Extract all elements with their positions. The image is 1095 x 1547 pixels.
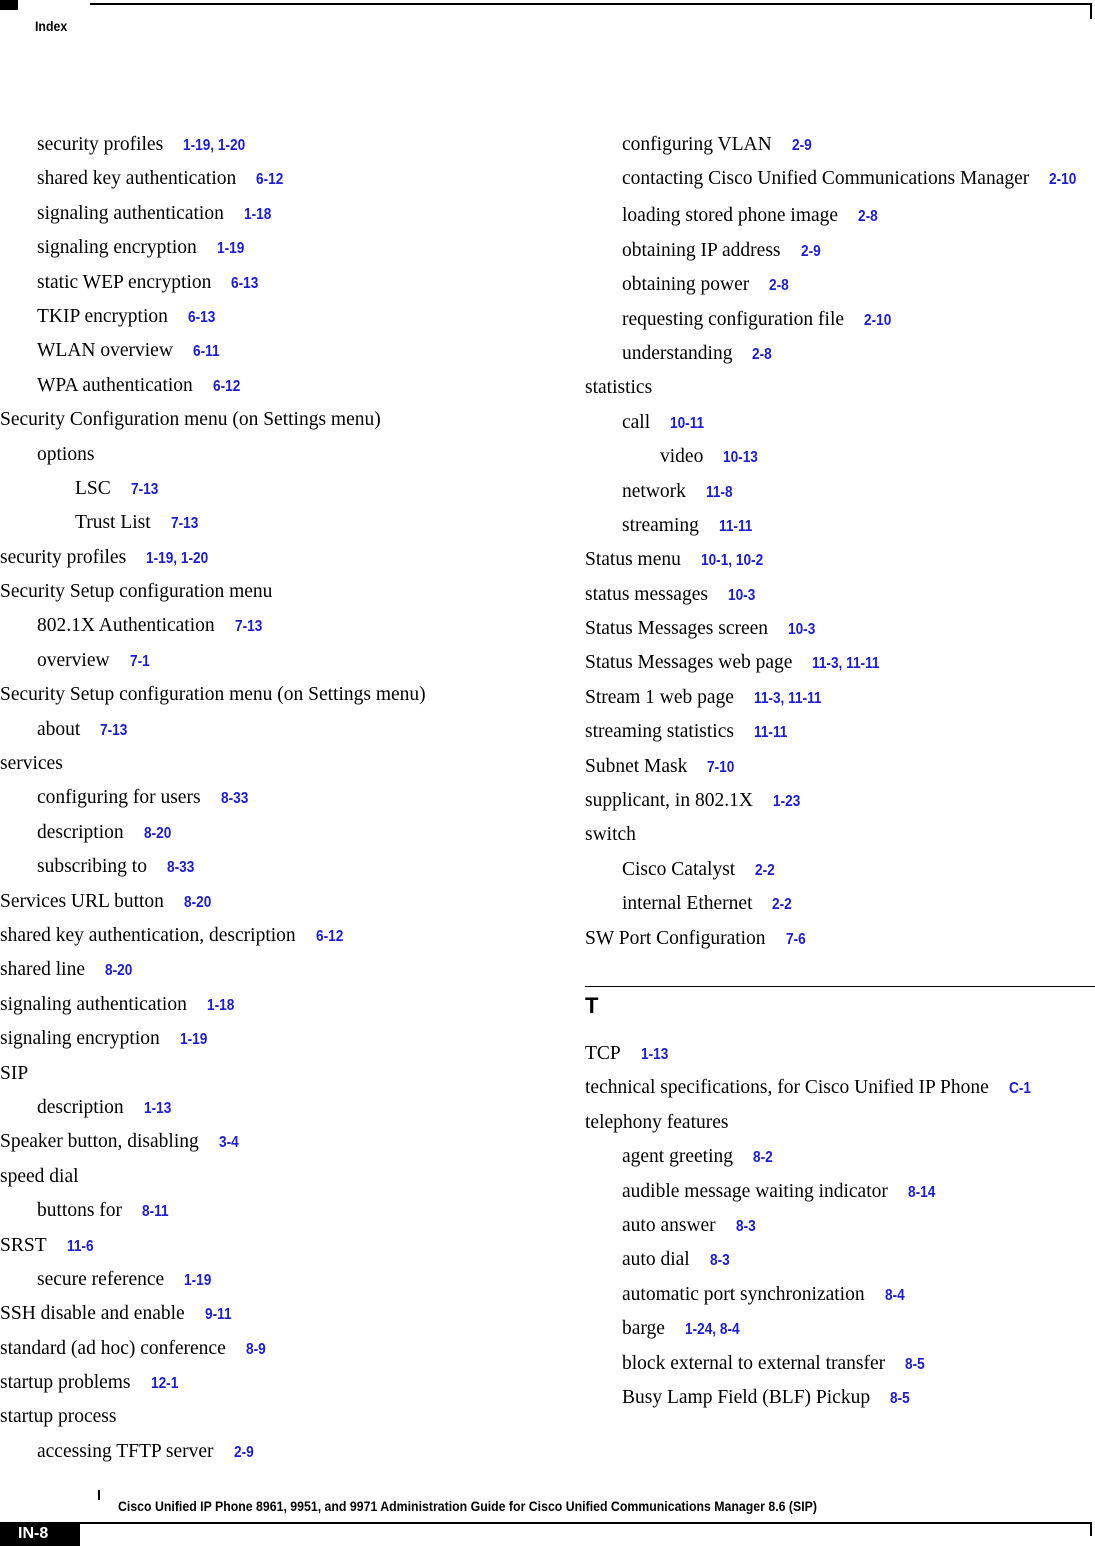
index-term: Busy Lamp Field (BLF) Pickup — [622, 1386, 871, 1408]
index-term: loading stored phone image — [622, 205, 839, 227]
index-term: Security Configuration menu (on Settings menu) — [0, 409, 381, 431]
index-term: statistics — [585, 377, 653, 399]
page-reference-link[interactable]: 8-33 — [220, 790, 248, 808]
section-letter: T — [585, 992, 599, 1018]
index-entry — [0, 953, 545, 987]
index-entry — [0, 231, 545, 265]
index-term: Status Messages web page — [585, 652, 793, 674]
index-entry — [585, 543, 1095, 577]
index-term: services — [0, 753, 63, 775]
index-entry — [0, 919, 545, 953]
index-term: technical specifications, for Cisco Unified IP Phone — [585, 1077, 989, 1099]
index-entry — [0, 1022, 545, 1056]
index-entry — [585, 715, 1095, 749]
page-reference-link[interactable]: 8-9 — [245, 1340, 266, 1358]
index-term: SW Port Configuration — [585, 927, 766, 949]
page-reference-link[interactable]: 3-4 — [218, 1134, 239, 1152]
index-term: requesting configuration file — [622, 308, 845, 330]
page-reference-link[interactable]: 1-19 — [184, 1271, 212, 1289]
index-term: overview — [37, 649, 110, 671]
index-term: telephony features — [585, 1111, 729, 1133]
index-term: switch — [585, 824, 636, 846]
page-reference-link[interactable]: 8-4 — [884, 1286, 905, 1304]
index-entry — [585, 578, 1095, 612]
page-reference-link[interactable]: 7-10 — [707, 758, 735, 776]
index-term: signaling authentication — [0, 993, 187, 1015]
index-entry — [0, 644, 545, 678]
section-header-t — [585, 986, 1095, 1037]
index-term: Subnet Mask — [585, 755, 688, 777]
index-entry — [585, 681, 1095, 715]
page-reference-link[interactable]: 10-1, 10-2 — [700, 552, 764, 570]
index-term: signaling authentication — [37, 202, 224, 224]
index-entry — [0, 781, 545, 815]
index-entry — [0, 334, 545, 368]
index-entry — [585, 1312, 1095, 1346]
page-reference-link[interactable]: 8-5 — [890, 1389, 910, 1407]
index-entry — [0, 678, 545, 712]
index-entry — [0, 1160, 545, 1194]
index-entry — [0, 1057, 545, 1091]
index-entry — [0, 197, 545, 231]
index-entry — [0, 885, 545, 919]
page-reference-link[interactable]: 8-33 — [166, 859, 195, 877]
index-term: shared line — [0, 959, 86, 981]
footer-title: Cisco Unified IP Phone 8961, 9951, and 9971 Administration Guide for Cisco Unified Communications Manager 8.6 (SIP) — [118, 1498, 817, 1514]
index-entry — [0, 506, 545, 540]
index-entry — [0, 1297, 545, 1331]
index-term: call — [622, 411, 651, 433]
index-entry — [585, 750, 1095, 784]
index-term: audible message waiting indicator — [622, 1180, 888, 1202]
index-term: Status Messages screen — [585, 618, 769, 640]
index-term: Speaker button, disabling — [0, 1131, 199, 1153]
index-term: LSC — [75, 477, 111, 499]
index-term: status messages — [585, 583, 708, 605]
index-entry — [585, 440, 1095, 474]
index-entry — [585, 1106, 1095, 1140]
index-term: Stream 1 web page — [585, 686, 734, 708]
index-term: Status menu — [585, 549, 681, 571]
page-reference-link[interactable]: 7-13 — [100, 721, 128, 739]
index-term: block external to external transfer — [622, 1352, 886, 1374]
index-entry — [0, 1125, 545, 1159]
index-entry — [0, 1194, 545, 1228]
index-term: Security Setup configuration menu (on Settings menu) — [0, 684, 426, 706]
index-term: SIP — [0, 1062, 29, 1084]
page-reference-link[interactable]: 10-3 — [727, 586, 756, 604]
index-term: internal Ethernet — [622, 893, 753, 915]
index-term: network — [622, 480, 686, 502]
index-term: contacting Cisco Unified Communications Manager — [622, 168, 1030, 190]
index-term: security profiles — [0, 546, 127, 568]
index-entry — [585, 475, 1095, 509]
index-entry — [585, 784, 1095, 818]
index-term: automatic port synchronization — [622, 1283, 865, 1305]
index-entry — [0, 988, 545, 1022]
index-term: description — [37, 821, 124, 843]
page-reference-link[interactable]: 7-6 — [785, 930, 806, 948]
page-reference-link[interactable]: 11-11 — [753, 724, 788, 742]
index-term: Security Setup configuration menu — [0, 581, 273, 603]
index-term: Cisco Catalyst — [622, 858, 736, 880]
index-entry — [585, 128, 1095, 162]
index-entry — [585, 887, 1095, 921]
index-term: description — [37, 1096, 124, 1118]
index-entry — [0, 1091, 545, 1125]
index-term: streaming statistics — [585, 721, 734, 743]
index-term: shared key authentication — [37, 168, 237, 190]
index-term: WLAN overview — [37, 340, 173, 362]
index-entry — [585, 199, 1095, 233]
page-reference-link[interactable]: 1-18 — [206, 996, 235, 1014]
page-reference-link[interactable]: 1-19, 1-20 — [183, 137, 246, 154]
page-reference-link[interactable]: 6-11 — [192, 343, 220, 361]
index-entry — [585, 646, 1095, 680]
page-reference-link[interactable]: 9-11 — [204, 1306, 232, 1324]
page-reference-link[interactable]: 10-3 — [788, 621, 816, 639]
page-reference-link[interactable]: 2-9 — [791, 137, 812, 154]
index-entry — [585, 1243, 1095, 1277]
header-rule — [90, 3, 1092, 19]
page-reference-link[interactable]: 8-20 — [143, 824, 171, 842]
index-entry — [585, 234, 1095, 268]
index-term: auto dial — [622, 1249, 690, 1271]
index-term: understanding — [622, 342, 733, 364]
index-term: Services URL button — [0, 890, 164, 912]
index-entry — [585, 818, 1095, 852]
index-entry — [0, 816, 545, 850]
index-term: secure reference — [37, 1268, 165, 1290]
page-reference-link[interactable]: 11-8 — [705, 483, 733, 501]
index-entry — [0, 300, 545, 334]
page-reference-link[interactable]: 8-20 — [105, 962, 133, 980]
index-term: static WEP encryption — [37, 271, 212, 293]
index-entry — [585, 1037, 1095, 1071]
page-reference-link[interactable]: 7-13 — [234, 618, 262, 636]
page-reference-link[interactable]: 1-19 — [179, 1031, 208, 1049]
page-reference-link[interactable]: 8-11 — [142, 1203, 169, 1221]
page-reference-link[interactable]: 1-19, 1-20 — [146, 549, 209, 567]
page-reference-link[interactable]: 2-2 — [772, 896, 793, 914]
page-reference-link[interactable]: 6-13 — [187, 308, 216, 326]
index-entry — [0, 541, 545, 575]
index-entry — [585, 1347, 1095, 1381]
header-marker — [0, 0, 18, 10]
page-reference-link[interactable]: 6-12 — [256, 171, 284, 189]
index-term: agent greeting — [622, 1146, 733, 1168]
index-term: options — [37, 443, 95, 465]
index-entry — [585, 1175, 1095, 1209]
page-reference-link[interactable]: 11-6 — [66, 1237, 94, 1255]
index-entry — [585, 337, 1095, 371]
index-term: configuring for users — [37, 787, 201, 809]
index-term: startup problems — [0, 1372, 131, 1394]
index-term: Trust List — [75, 512, 151, 534]
page-reference-link[interactable]: 7-1 — [129, 652, 150, 670]
footer-tick-right — [1090, 1522, 1092, 1536]
page-reference-link[interactable]: 2-8 — [752, 345, 773, 363]
page-reference-link[interactable]: 1-13 — [143, 1099, 171, 1117]
page-reference-link[interactable]: 6-12 — [212, 377, 241, 395]
index-term: speed dial — [0, 1165, 79, 1187]
index-entry — [0, 1366, 545, 1400]
index-entry — [0, 128, 545, 162]
index-term: buttons for — [37, 1200, 123, 1222]
index-term: TCP — [585, 1042, 621, 1064]
page-reference-link[interactable]: 8-20 — [183, 893, 212, 911]
page-reference-link[interactable]: 1-13 — [640, 1045, 669, 1063]
index-column-left — [0, 128, 545, 1469]
page-reference-link[interactable]: 2-9 — [800, 242, 821, 260]
index-term: accessing TFTP server — [37, 1440, 214, 1462]
index-term: security profiles — [37, 134, 164, 155]
page-reference-link[interactable]: 2-2 — [755, 861, 775, 879]
index-entry — [0, 609, 545, 643]
index-term: shared key authentication, description — [0, 924, 296, 946]
index-term: streaming — [622, 514, 699, 536]
index-entry — [585, 853, 1095, 887]
index-entry — [0, 162, 545, 196]
page-reference-link[interactable]: 2-10 — [864, 311, 892, 329]
index-term: 802.1X Authentication — [37, 615, 215, 637]
page-reference-link[interactable]: 8-3 — [709, 1252, 730, 1270]
index-entry — [0, 1229, 545, 1263]
page-reference-link[interactable]: 10-13 — [723, 449, 759, 467]
index-term: subscribing to — [37, 856, 147, 878]
page-reference-link[interactable]: 7-13 — [130, 480, 159, 498]
index-entry — [0, 575, 545, 609]
page-reference-link[interactable]: 6-12 — [315, 927, 343, 945]
page-reference-link[interactable]: 11-3, 11-11 — [812, 655, 880, 673]
footer-tick — [98, 1490, 100, 1500]
page-reference-link[interactable]: C-1 — [1008, 1080, 1031, 1098]
index-term: startup process — [0, 1406, 117, 1428]
page-reference-link[interactable]: 1-23 — [772, 793, 801, 811]
page-reference-link[interactable]: 10-11 — [670, 414, 705, 432]
footer-rule — [80, 1522, 1092, 1524]
index-term: TKIP encryption — [37, 305, 168, 327]
page-reference-link[interactable]: 1-19 — [216, 240, 245, 258]
page-number: IN-8 — [0, 1522, 80, 1546]
index-entry — [585, 509, 1095, 543]
index-term: standard (ad hoc) conference — [0, 1337, 226, 1359]
page-reference-link[interactable]: 2-9 — [233, 1443, 254, 1461]
index-term: video — [660, 446, 704, 468]
page-reference-link[interactable]: 2-10 — [1049, 171, 1077, 189]
page-reference-link[interactable]: 1-18 — [243, 205, 272, 223]
index-term: about — [37, 718, 81, 740]
index-term: SSH disable and enable — [0, 1303, 185, 1325]
index-entry — [585, 1209, 1095, 1243]
index-term: signaling encryption — [0, 1028, 160, 1050]
index-entry — [585, 1140, 1095, 1174]
index-entry — [0, 438, 545, 472]
index-entry — [585, 303, 1095, 337]
index-term: WPA authentication — [37, 374, 193, 396]
page-reference-link[interactable]: 2-8 — [858, 208, 878, 226]
index-entry — [0, 403, 545, 437]
index-entry — [585, 162, 1095, 199]
page-reference-link[interactable]: 11-11 — [718, 517, 753, 535]
index-entry — [0, 747, 545, 781]
index-term: auto answer — [622, 1214, 716, 1236]
index-term: configuring VLAN — [622, 134, 772, 155]
index-entry — [585, 1071, 1095, 1105]
page-reference-link[interactable]: 8-5 — [905, 1355, 925, 1373]
page-reference-link[interactable]: 8-2 — [753, 1149, 773, 1167]
index-entry — [0, 1435, 545, 1469]
index-term: supplicant, in 802.1X — [585, 790, 753, 812]
index-entry — [0, 1332, 545, 1366]
index-term: obtaining power — [622, 274, 750, 296]
index-term: signaling encryption — [37, 237, 197, 259]
index-entry — [0, 266, 545, 300]
page-reference-link[interactable]: 8-14 — [907, 1183, 936, 1201]
index-entry — [0, 369, 545, 403]
page-reference-link[interactable]: 7-13 — [170, 515, 198, 533]
index-entry — [0, 1263, 545, 1297]
page-reference-link[interactable]: 6-13 — [231, 274, 259, 292]
header-title: Index — [35, 18, 68, 34]
index-entry — [585, 922, 1095, 956]
index-entry — [585, 406, 1095, 440]
index-entry — [585, 268, 1095, 302]
index-column-right — [585, 128, 1095, 1415]
page-reference-link[interactable]: 11-3, 11-11 — [753, 689, 822, 707]
index-term: SRST — [0, 1234, 47, 1256]
index-entry — [0, 713, 545, 747]
page-reference-link[interactable]: 2-8 — [769, 277, 789, 295]
index-term: obtaining IP address — [622, 239, 781, 261]
index-entry — [0, 1400, 545, 1434]
index-entry — [0, 472, 545, 506]
index-entry — [585, 1381, 1095, 1415]
index-entry — [585, 612, 1095, 646]
page-reference-link[interactable]: 12-1 — [150, 1375, 178, 1393]
index-entry — [585, 1278, 1095, 1312]
index-entry — [585, 371, 1095, 405]
page-reference-link[interactable]: 8-3 — [735, 1217, 756, 1235]
page-reference-link[interactable]: 1-24, 8-4 — [684, 1321, 740, 1339]
index-term: barge — [622, 1318, 665, 1340]
index-entry — [0, 850, 545, 884]
